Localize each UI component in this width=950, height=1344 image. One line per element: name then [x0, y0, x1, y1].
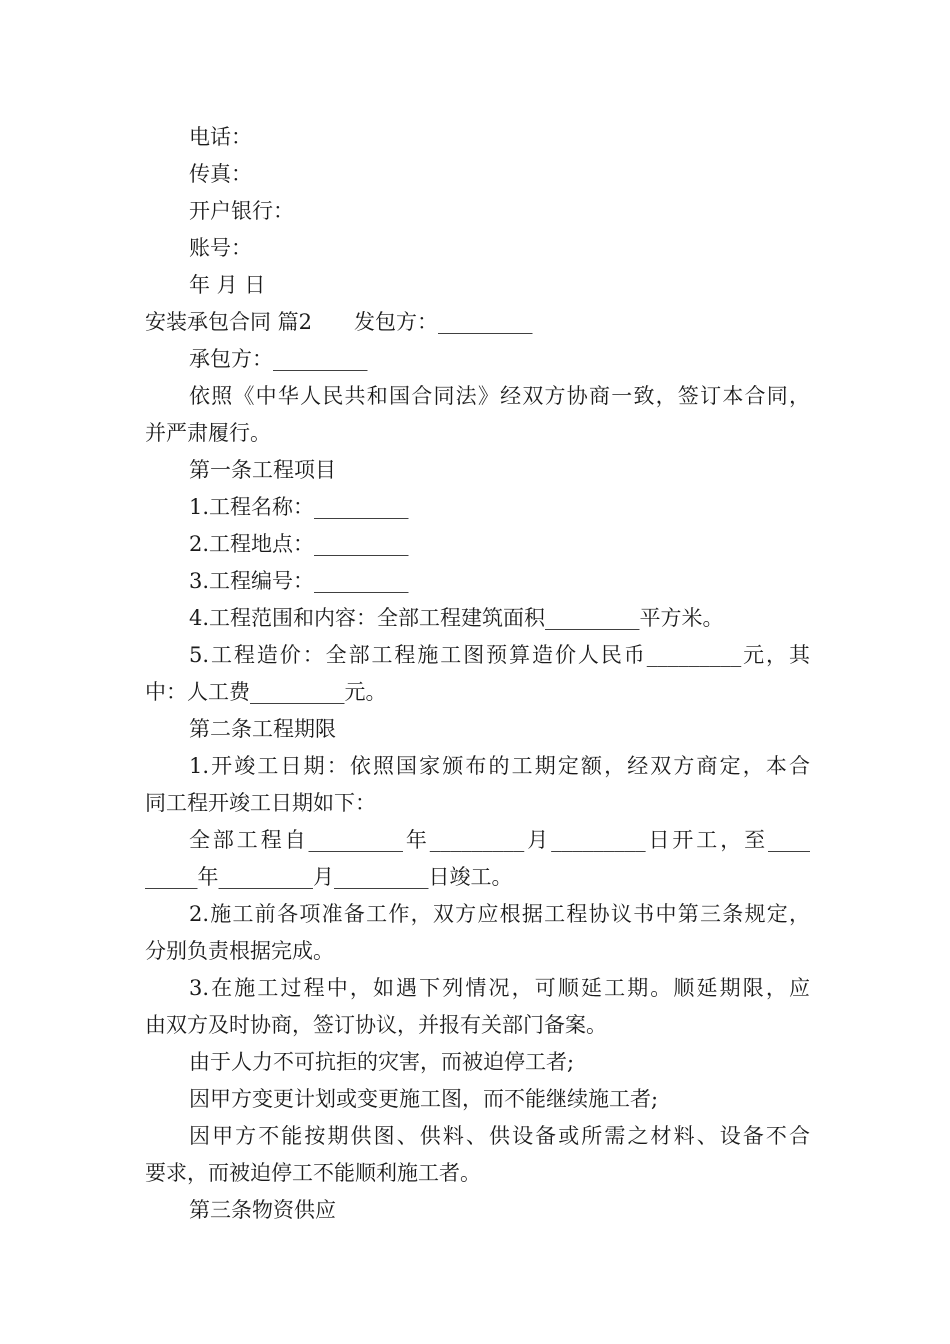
- paragraph-line: _____年_________月_________日竣工。: [145, 865, 513, 889]
- list-item: 3.在施工过程中，如遇下列情况，可顺延工期。顺延期限，应: [189, 976, 810, 1000]
- section-heading: 第一条工程项目: [189, 458, 336, 482]
- list-item: 3.工程编号：_________: [189, 569, 409, 593]
- paragraph-line: 因甲方不能按期供图、供料、供设备或所需之材料、设备不合: [189, 1124, 810, 1148]
- list-item: 1.开竣工日期：依照国家颁布的工期定额，经双方商定，本合: [189, 754, 810, 778]
- list-item: 2.工程地点：_________: [189, 532, 409, 556]
- fax-line: 传真：: [189, 162, 252, 186]
- paragraph-line: 全部工程自_________年_________月_________日开工，至____: [189, 828, 810, 852]
- document-body: [145, 119, 810, 1229]
- paragraph-line: 因甲方变更计划或变更施工图，而不能继续施工者;: [189, 1087, 659, 1111]
- account-line: 账号：: [189, 236, 252, 260]
- phone-line: 电话：: [189, 125, 252, 149]
- date-line: 年 月 日: [189, 273, 266, 297]
- list-item: 1.工程名称：_________: [189, 495, 409, 519]
- contract-title-line: 安装承包合同 篇2 发包方：_________: [145, 310, 533, 334]
- paragraph-line: 依照《中华人民共和国合同法》经双方协商一致，签订本合同，: [189, 384, 810, 408]
- list-item-continued: 同工程开竣工日期如下：: [145, 791, 376, 815]
- list-item: 5.工程造价：全部工程施工图预算造价人民币_________元，其: [189, 643, 810, 667]
- list-item-continued: 中：人工费_________元。: [145, 680, 387, 704]
- list-item: 2.施工前各项准备工作，双方应根据工程协议书中第三条规定，: [189, 902, 810, 926]
- section-heading: 第二条工程期限: [189, 717, 336, 741]
- list-item-continued: 由双方及时协商，签订协议，并报有关部门备案。: [145, 1013, 607, 1037]
- paragraph-line: 由于人力不可抗拒的灾害，而被迫停工者;: [189, 1050, 575, 1074]
- paragraph-line: 要求，而被迫停工不能顺利施工者。: [145, 1161, 481, 1185]
- list-item-continued: 分别负责根据完成。: [145, 939, 334, 963]
- section-heading: 第三条物资供应: [189, 1198, 336, 1222]
- bank-line: 开户银行：: [189, 199, 294, 223]
- paragraph-line: 并严肃履行。: [145, 421, 271, 445]
- contractor-line: 承包方：_________: [189, 347, 368, 371]
- list-item: 4.工程范围和内容：全部工程建筑面积_________平方米。: [189, 606, 724, 630]
